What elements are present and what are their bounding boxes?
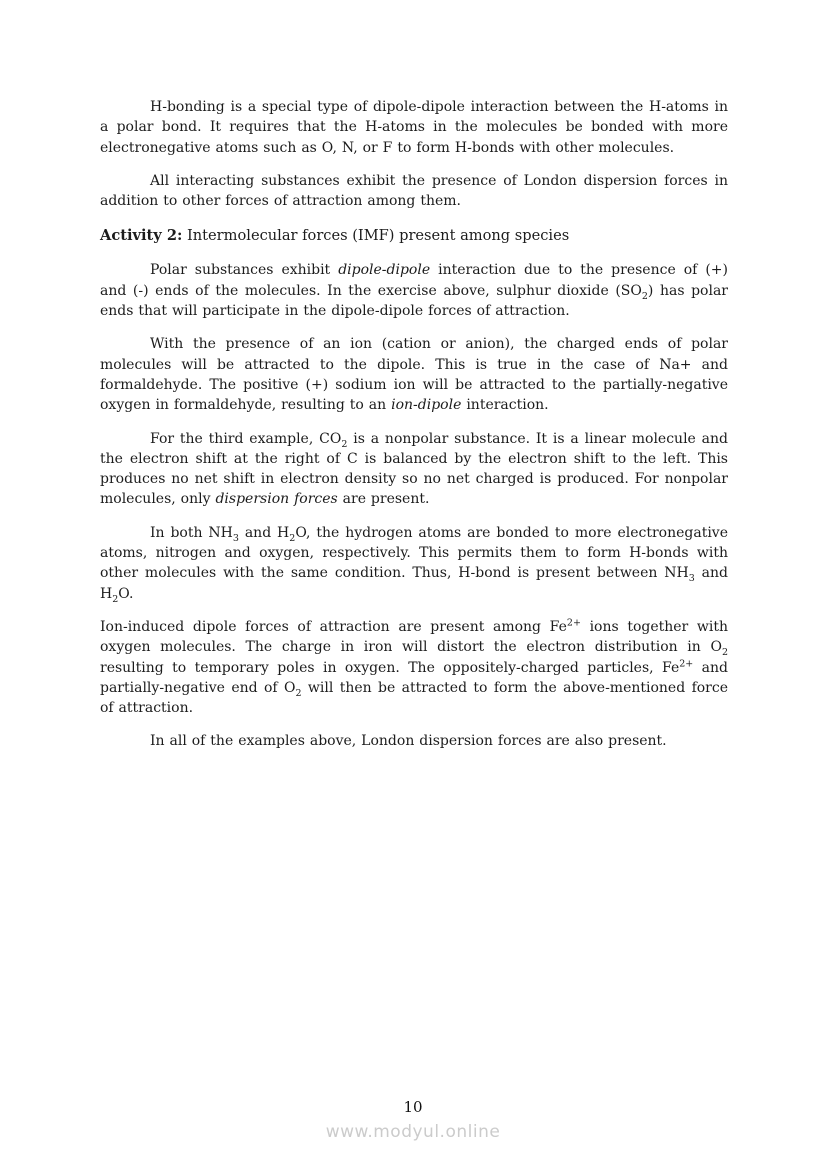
page-content: [100, 97, 728, 765]
paragraph-conclusion: In all of the examples above, London dispersion forces are also present.: [150, 733, 667, 750]
page-number: 10: [403, 1098, 423, 1116]
paragraph-london-dispersion: All interacting substances exhibit the presence of London dispersion forces in addition to other forces of attraction among them.: [100, 172, 728, 210]
paragraph-co2-dispersion-forces: For the third example, $CO_2$ is a nonpolar substance. It is a linear molecule and the electron shift at the right of C is balanced by the electron shift to the left. This produces no net shift in electron density so no net charged is produced. For nonpolar molecules, only dispersion forces are present.: [100, 430, 728, 508]
paragraph-h-bond-nh3-h2o: In both $NH_3$ and $H_2O$, the hydrogen atoms are bonded to more electronegative atoms, nitrogen and oxygen, respectively. This permits them to form H-bonds with other molecules with the same condition. Thus, H-bond is present between $NH_3$ and $H_2O$.: [100, 524, 728, 605]
paragraph-ion-dipole: With the presence of an ion (cation or anion), the charged ends of polar molecules will be attracted to the dipole. This is true in the case of Na+ and formaldehyde. The positive (+) sodium ion will be attracted to the partially-negative oxygen in formaldehyde, resulting to an ion-dipole interaction.: [100, 336, 728, 414]
paragraph-ion-induced-dipole: Ion-induced dipole forces of attraction are present among $Fe^{2+}$ ions together with oxygen molecules. The charge in iron will distort the electron distribution in $O_2$ resulting to temporary poles in oxygen. The oppositely-charged particles, $Fe^{2+}$ and partially-negative end of $O_2$ will then be attracted to form the above-mentioned force of attraction.: [100, 617, 729, 717]
paragraph-dipole-dipole: Polar substances exhibit dipole-dipole interaction due to the presence of (+) and (-) ends of the molecules. In the exercise above, sulphur dioxide $(SO_2)$ has polar ends that will participate in the dipole-dipole forces of attraction.: [100, 262, 729, 320]
paragraph-h-bonding: H-bonding is a special type of dipole-dipole interaction between the H-atoms in a polar bond. It requires that the H-atoms in the molecules be bonded with more electronegative atoms such as O, N, or F to form H-bonds with other molecules.: [100, 99, 728, 156]
watermark: www.modyul.online: [325, 1122, 501, 1142]
heading-activity-2: Activity 2: Intermolecular forces (IMF) present among species: [100, 227, 570, 245]
